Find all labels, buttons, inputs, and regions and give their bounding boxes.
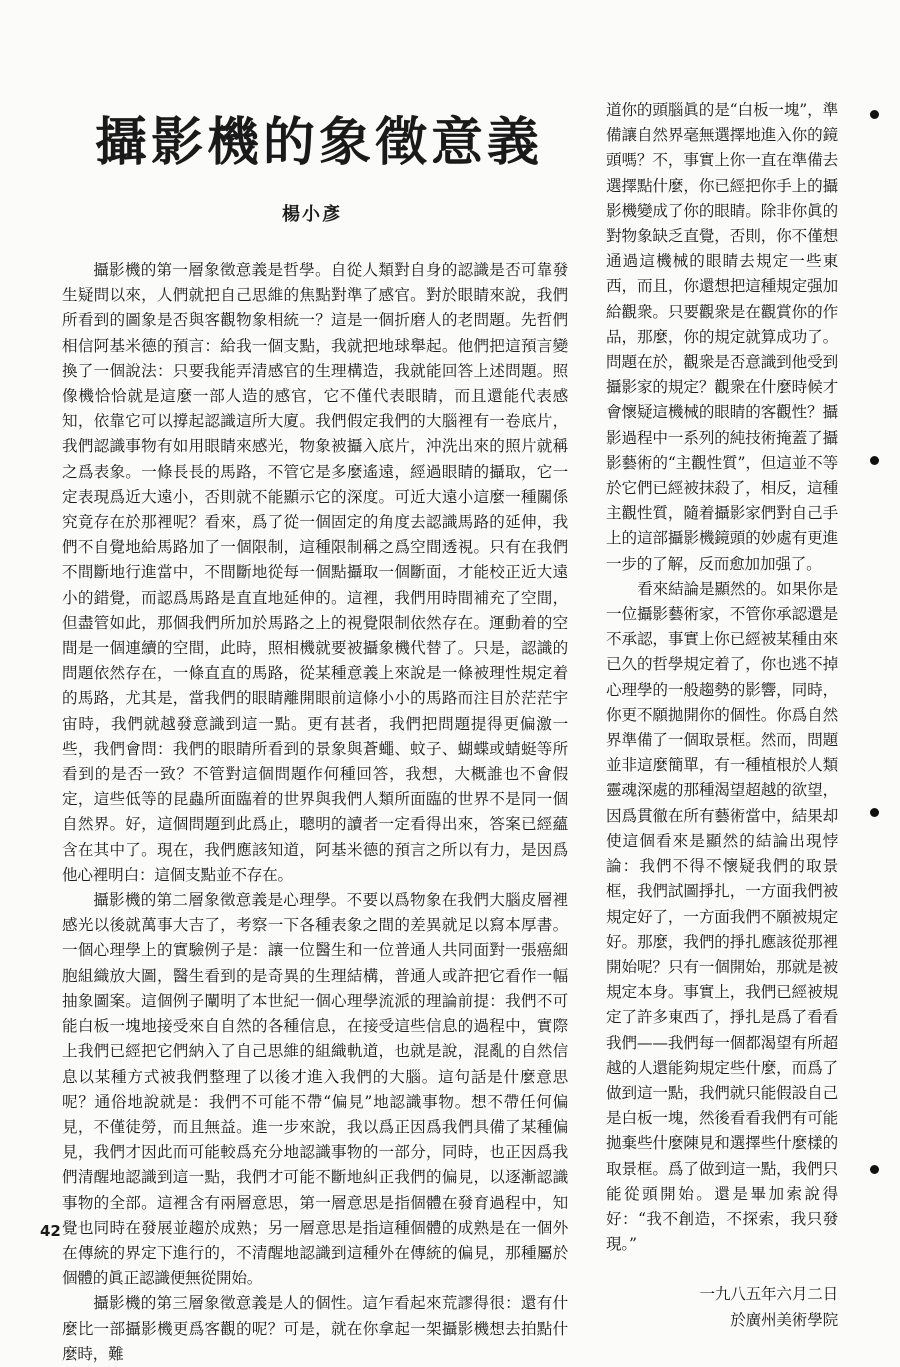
author-name: 楊小彥 xyxy=(282,204,342,225)
left-column xyxy=(62,258,568,1367)
right-column xyxy=(606,98,838,1333)
article-title: 攝影機的象徵意義 xyxy=(95,113,544,173)
place: 於廣州美術學院 xyxy=(730,1310,838,1329)
paragraph: 攝影機的第二層象徵意義是心理學。不要以爲物象在我們大腦皮層裡感光以後就萬事大吉了，考察一下各種表象之間的差異就足以寫本厚書。一個心理學上的實驗例子是：讓一位醫生和一位普通人共同面對一張癌細胞組織放大圖，醫生看到的是奇異的生理結構，普通人或許把它看作一幅抽象圖案。這個例子闡明了本世紀一個心理學流派的理論前提：我們不可能白板一塊地接受來自自然的各種信息，在接受這些信息的過程中，實際上我們已經把它們納入了自己思維的組織軌道，也就是說，混亂的自然信息以某種方式被我們整理了以後才進入我們的大腦。這句話是什麼意思呢？通俗地說就是：我們不可能不帶“偏見”地認識事物。想不帶任何偏見，不僅徒勞，而且無益。進一步來說，我以爲正因爲我們具備了某種偏見，我們才因此而可能較爲充分地認識事物的一部分，同時，也正因爲我們清醒地認識到這一點，我們才可能不斷地糾正我們的偏見，以逐漸認識事物的全部。這裡含有兩層意思，第一層意思是指個體在發育過程中，知覺也同時在發展並趨於成熟；另一層意思是指這種個體的成熟是在一個外在傳統的界定下進行的，不清醒地認識到這種外在傳統的偏見，那種屬於個體的眞正認識便無從開始。 xyxy=(62,891,568,1288)
paragraph: 道你的頭腦眞的是“白板一塊”，準備讓自然界毫無選擇地進入你的鏡頭嗎？不，事實上你一直在準備去選擇點什麼，你已經把你手上的攝影機變成了你的眼睛。除非你眞的對物象缺乏直覺，否則，你不僅想通過這機械的眼睛去規定一些東西，而且，你還想把這種規定强加給觀衆。只要觀衆是在觀賞你的作品，那麼，你的規定就算成功了。問題在於，觀衆是否意識到他受到攝影家的規定？觀衆在什麼時候才會懷疑這機械的眼睛的客觀性？攝影過程中一系列的純技術掩蓋了攝影藝術的“主觀性質”，但這並不等於它們已經被抹殺了，相反，這種主觀性質，隨着攝影家們對自己手上的這部攝影機鏡頭的妙處有更進一步的了解，反而愈加加强了。 xyxy=(606,101,838,573)
binding-hole-dot xyxy=(870,808,879,817)
binding-hole-dot xyxy=(870,1165,879,1174)
binding-hole-dot xyxy=(870,110,879,119)
binding-hole-dot xyxy=(870,456,879,465)
dateline xyxy=(606,1282,838,1332)
date: 一九八五年六月二日 xyxy=(699,1285,838,1304)
paragraph: 看來結論是顯然的。如果你是一位攝影藝術家，不管你承認還是不承認，事實上你已經被某種由來已久的哲學規定着了，你也逃不掉心理學的一般趨勢的影響，同時，你更不願拋開你的個性。你爲自然界準備了一個取景框。然而，問題並非這麼簡單，有一種植根於人類靈魂深處的那種渴望超越的欲望，因爲貫徹在所有藝術當中，結果却使這個看來是顯然的結論出現悖論：我們不得不懷疑我們的取景框，我們試圖掙扎，一方面我們被規定好了，一方面我們不願被規定好。那麼，我們的掙扎應該從那裡開始呢？只有一個開始，那就是被規定本身。事實上，我們已經被規定了許多東西了，掙扎是爲了看看我們——我們每一個都渴望有所超越的人還能夠規定些什麼，而爲了做到這一點，我們就只能假設自己是白板一塊，然後看看我們有可能拋棄些什麼陳見和選擇些什麼樣的取景框。爲了做到這一點，我們只能從頭開始。還是畢加索說得好：“我不創造，不探索，我只發現。” xyxy=(606,579,838,1254)
paragraph: 攝影機的第一層象徵意義是哲學。自從人類對自身的認識是否可靠發生疑問以來，人們就把自己思維的焦點對準了感官。對於眼睛來說，我們所看到的圖象是否與客觀物象相統一？這是一個折磨人的老問題。先哲們相信阿基米德的預言：給我一個支點，我就把地球舉起。他們把這預言變換了一個說法：只要我能弄清感官的生理構造，我就能回答上述問題。照像機恰恰就是這麼一部人造的感官，它不僅代表眼睛，而且還能代表感知，依靠它可以撐起認識這所大廈。我們假定我們的大腦裡有一卷底片，我們認識事物有如用眼睛來感光，物象被攝入底片，沖洗出來的照片就稱之爲表象。一條長長的馬路，不管它是多麼遙遠，經過眼睛的攝取，它一定表現爲近大遠小，否則就不能顯示它的深度。可近大遠小這麼一種關係究竟存在於那裡呢？看來，爲了從一個固定的角度去認識馬路的延伸，我們不自覺地給馬路加了一個限制，這種限制稱之爲空間透視。只有在我們不間斷地行進當中，不間斷地從每一個點攝取一個斷面，才能校正近大遠小的錯覺，而認爲馬路是直直地延伸的。這裡，我們用時間補充了空間，但盡管如此，那個我們所加於馬路之上的視覺限制依然存在。運動着的空間是一個連續的空間，此時，照相機就要被攝象機代替了。只是，認識的問題依然存在，一條直直的馬路，從某種意義上來說是一條被理性規定着的馬路，尤其是，當我們的眼睛離開眼前這條小小的馬路而注目於茫茫宇宙時，我們就越發意識到這一點。更有甚者，我們把問題提得更偏激一些，我們會問：我們的眼睛所看到的景象與蒼蠅、蚊子、蝴蝶或蜻蜓等所看到的是否一致？不管對這個問題作何種回答，我想，大概誰也不會假定，這些低等的昆蟲所面臨着的世界與我們人類所面臨的世界不是同一個自然界。好，這個問題到此爲止，聰明的讀者一定看得出來，答案已經蘊含在其中了。現在，我們應該知道，阿基米德的預言之所以有力，是因爲他心裡明白：這個支點並不存在。 xyxy=(62,261,568,884)
paragraph: 攝影機的第三層象徵意義是人的個性。這乍看起來荒謬得很：還有什麼比一部攝影機更爲客觀的呢？可是，就在你拿起一架攝影機想去拍點什麼時，難 xyxy=(62,1294,568,1363)
page-number: 42 xyxy=(40,1222,61,1240)
